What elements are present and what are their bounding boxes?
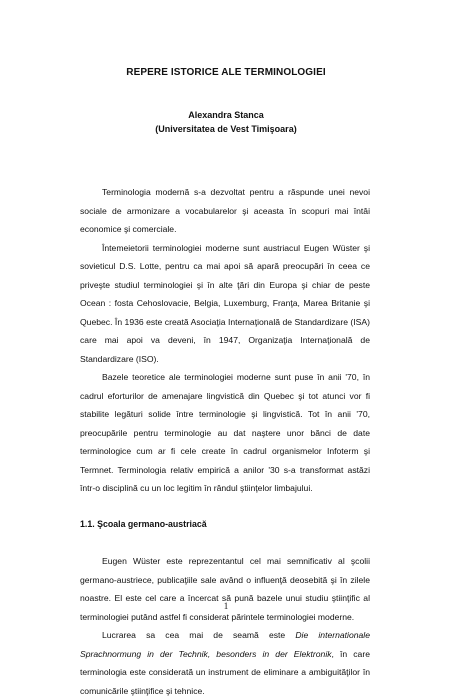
author-affiliation: (Universitatea de Vest Timişoara) — [155, 124, 297, 134]
paragraph-text: , în care terminologia este considerată un instrument de eliminare a ambiguităţilor în comunicările ştiinţifice şi tehnice. — [80, 648, 370, 696]
paragraph — [80, 626, 370, 700]
paragraph: Terminologia modernă s-a dezvoltat pentru a răspunde unei nevoi sociale de armonizare a vocabularelor şi aceasta în scopuri mai întâi economice şi comerciale. — [80, 187, 370, 234]
document-title: REPERE ISTORICE ALE TERMINOLOGIEI — [126, 67, 326, 78]
author-name: Alexandra Stanca — [188, 110, 264, 120]
paragraph-text: Lucrarea sa cea mai de seamă este — [102, 630, 296, 640]
paragraph: Eugen Wüster este reprezentantul cel mai semnificativ al şcolii germano-austriece, publicaţiile sale având o influenţă deosebită şi în zilele noastre. El este cel care a încercat să pună bazele unui studiu ştiinţific al terminologiei putând astfel fi considerat părintele terminologiei moderne. — [80, 556, 370, 622]
page-number: 1 — [223, 601, 229, 611]
section-heading: 1.1. Şcoala germano-austriacă — [80, 518, 207, 529]
document-body — [80, 183, 370, 700]
book-title: Die internationale Sprachnormung in der Technik, besonders in der Elektronik — [80, 630, 370, 659]
paragraph: Întemeietorii terminologiei moderne sunt austriacul Eugen Wüster şi sovieticul D.S. Lotte, pentru ca mai apoi să apară preocupări în ceea ce priveşte studiul terminologiei şi în alte ţări din Europa şi chiar de peste Ocean : fosta Cehoslovacie, Belgia, Luxemburg, Franţa, Marea Britanie şi Quebec. În 1936 este creată Asociaţia Internaţională de Standardizare (ISA) care mai apoi va deveni, în 1947, Organizaţia Internaţională de Standardizare (ISO). — [80, 242, 370, 364]
paragraph: Bazele teoretice ale terminologiei moderne sunt puse în anii '70, în cadrul eforturilor de amenajare lingvistică din Quebec şi tot atunci vor fi stabilite legături solide între terminologie şi lingvistică. Tot în anii '70, preocupările pentru terminologie au dat naştere unor bănci de date terminologice cum ar fi cele create în cadrul organismelor Infoterm şi Termnet. Terminologia relativ empirică a anilor '30 s-a transformat astăzi într-o disciplină cu un loc legitim în rândul ştiinţelor limbajului. — [80, 372, 370, 493]
